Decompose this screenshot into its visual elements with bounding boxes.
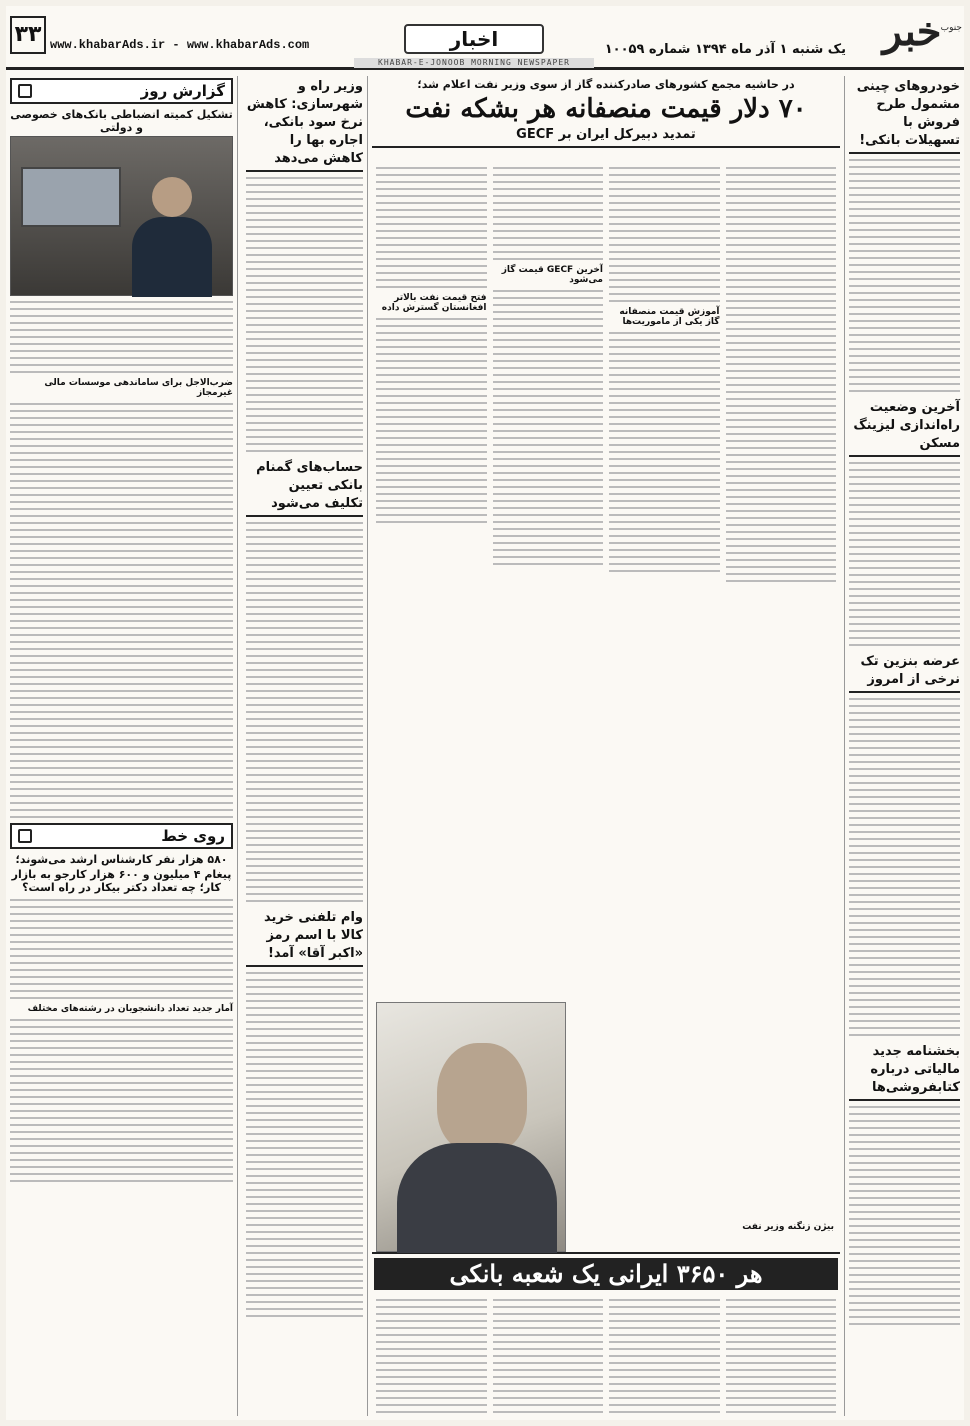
text-column (376, 1294, 487, 1416)
section-subtitle: KHABAR-E-JONOOB MORNING NEWSPAPER (354, 58, 594, 68)
right-headline-3: عرضه بنزین تک نرخی از امروز (849, 651, 960, 693)
page-number: ۳۳ (10, 16, 46, 54)
report-section-title: گزارش روز (140, 82, 225, 100)
text-column (726, 1294, 837, 1416)
rk-headline: پیغام ۴ میلیون و ۶۰۰ هزار کارجو به بازار کار؛ چه تعداد دکتر بیکار در راه است؟ (11, 868, 232, 894)
top-story-subhead: تمدید دبیرکل ایران بر GECF (516, 127, 696, 142)
top-story (372, 76, 840, 1254)
text-column (609, 162, 720, 1252)
logo-text: خبر (882, 8, 942, 55)
left-news-column (6, 76, 238, 1416)
square-icon (18, 84, 32, 98)
rooye-khat-title: روی خط (161, 827, 225, 845)
bottom-story-columns (372, 1294, 840, 1416)
bottom-story (372, 1258, 840, 1416)
article-body (10, 403, 233, 818)
rk-subtitle: آمار جدید تعداد دانشجویان در رشته‌های مختلف (27, 1004, 233, 1014)
photo-caption: بیژن زنگنه وزیر نفت (742, 1222, 834, 1232)
newspaper-logo (864, 10, 960, 54)
top-story-headline: ۷۰ دلار قیمت منصفانه هر بشکه نفت (405, 94, 807, 124)
text-column (609, 1294, 720, 1416)
article-body (849, 698, 960, 1036)
logo-tag: جنوب (940, 23, 962, 33)
mid-headline-2: حساب‌های گمنام بانکی تعیین تکلیف می‌شود (246, 457, 363, 517)
middle-news-column (242, 76, 368, 1416)
right-news-column (844, 76, 964, 1416)
rooye-khat-header (10, 823, 233, 849)
article-body (10, 301, 233, 373)
photo-figure-body (397, 1143, 557, 1253)
article-body (849, 462, 960, 646)
photo-person-head (152, 177, 192, 217)
report-section-header (10, 78, 233, 104)
main-area (372, 76, 840, 1416)
photo-person-body (132, 217, 212, 297)
minister-photo (376, 1002, 566, 1252)
article-body (10, 1019, 233, 1182)
mid-headline-3: وام تلفنی خرید کالا با اسم رمز «اکبر آقا» آمد! (246, 907, 363, 967)
report-headline: تشکیل کمیته انضباطی بانک‌های خصوصی و دولتی (10, 108, 233, 134)
article-body (246, 522, 363, 902)
text-column (493, 1294, 604, 1416)
subtitle-a: آموزش قیمت منصفانه گاز یکی از ماموریت‌ها (619, 307, 720, 327)
right-headline-4: بخشنامه جدید مالیاتی درباره کتابفروشی‌ها (849, 1041, 960, 1101)
top-story-kicker: در حاشیه مجمع کشورهای صادرکننده گاز از سوی وزیر نفت اعلام شد؛ (417, 78, 795, 91)
text-column (726, 162, 837, 1252)
newspaper-page (6, 6, 964, 1420)
bottom-story-headline: هر ۳۶۵۰ ایرانی یک شعبه بانکی (374, 1258, 838, 1290)
photo-figure-head (437, 1043, 527, 1153)
article-body (246, 972, 363, 1317)
photo-screen (21, 167, 121, 227)
section-title: اخبار (404, 24, 544, 54)
issue-line: یک شنبه ۱ آذر ماه ۱۳۹۴ شماره ۱۰۰۵۹ (604, 42, 846, 57)
website-url[interactable]: www.khabarAds.ir - www.khabarAds.com (50, 38, 310, 52)
right-headline-2: آخرین وضعیت راه‌اندازی لیزینگ مسکن (849, 397, 960, 457)
article-body (849, 159, 960, 392)
square-icon (18, 829, 32, 843)
report-subtitle: ضرب‌الاجل برای ساماندهی موسسات مالی غیرمجاز (44, 378, 233, 398)
masthead (6, 6, 964, 70)
subtitle-c: فتح قیمت نفت بالاتر افغانستان گسترش داده (381, 293, 487, 313)
rk-kicker: ۵۸۰ هزار نفر کارشناس ارشد می‌شوند؛ (15, 853, 228, 866)
subtitle-b: آخرین GECF قیمت گاز می‌شود (501, 265, 603, 285)
right-headline-1: خودروهای چینی مشمول طرح فروش با تسهیلات بانکی! (849, 76, 960, 154)
article-body (849, 1106, 960, 1325)
mid-headline-1: وزیر راه و شهرسازی: کاهش نرخ سود بانکی، اجاره بها را کاهش می‌دهد (246, 76, 363, 172)
article-body (10, 899, 233, 999)
article-body (246, 177, 363, 452)
bank-photo (10, 136, 233, 296)
divider (372, 146, 840, 148)
